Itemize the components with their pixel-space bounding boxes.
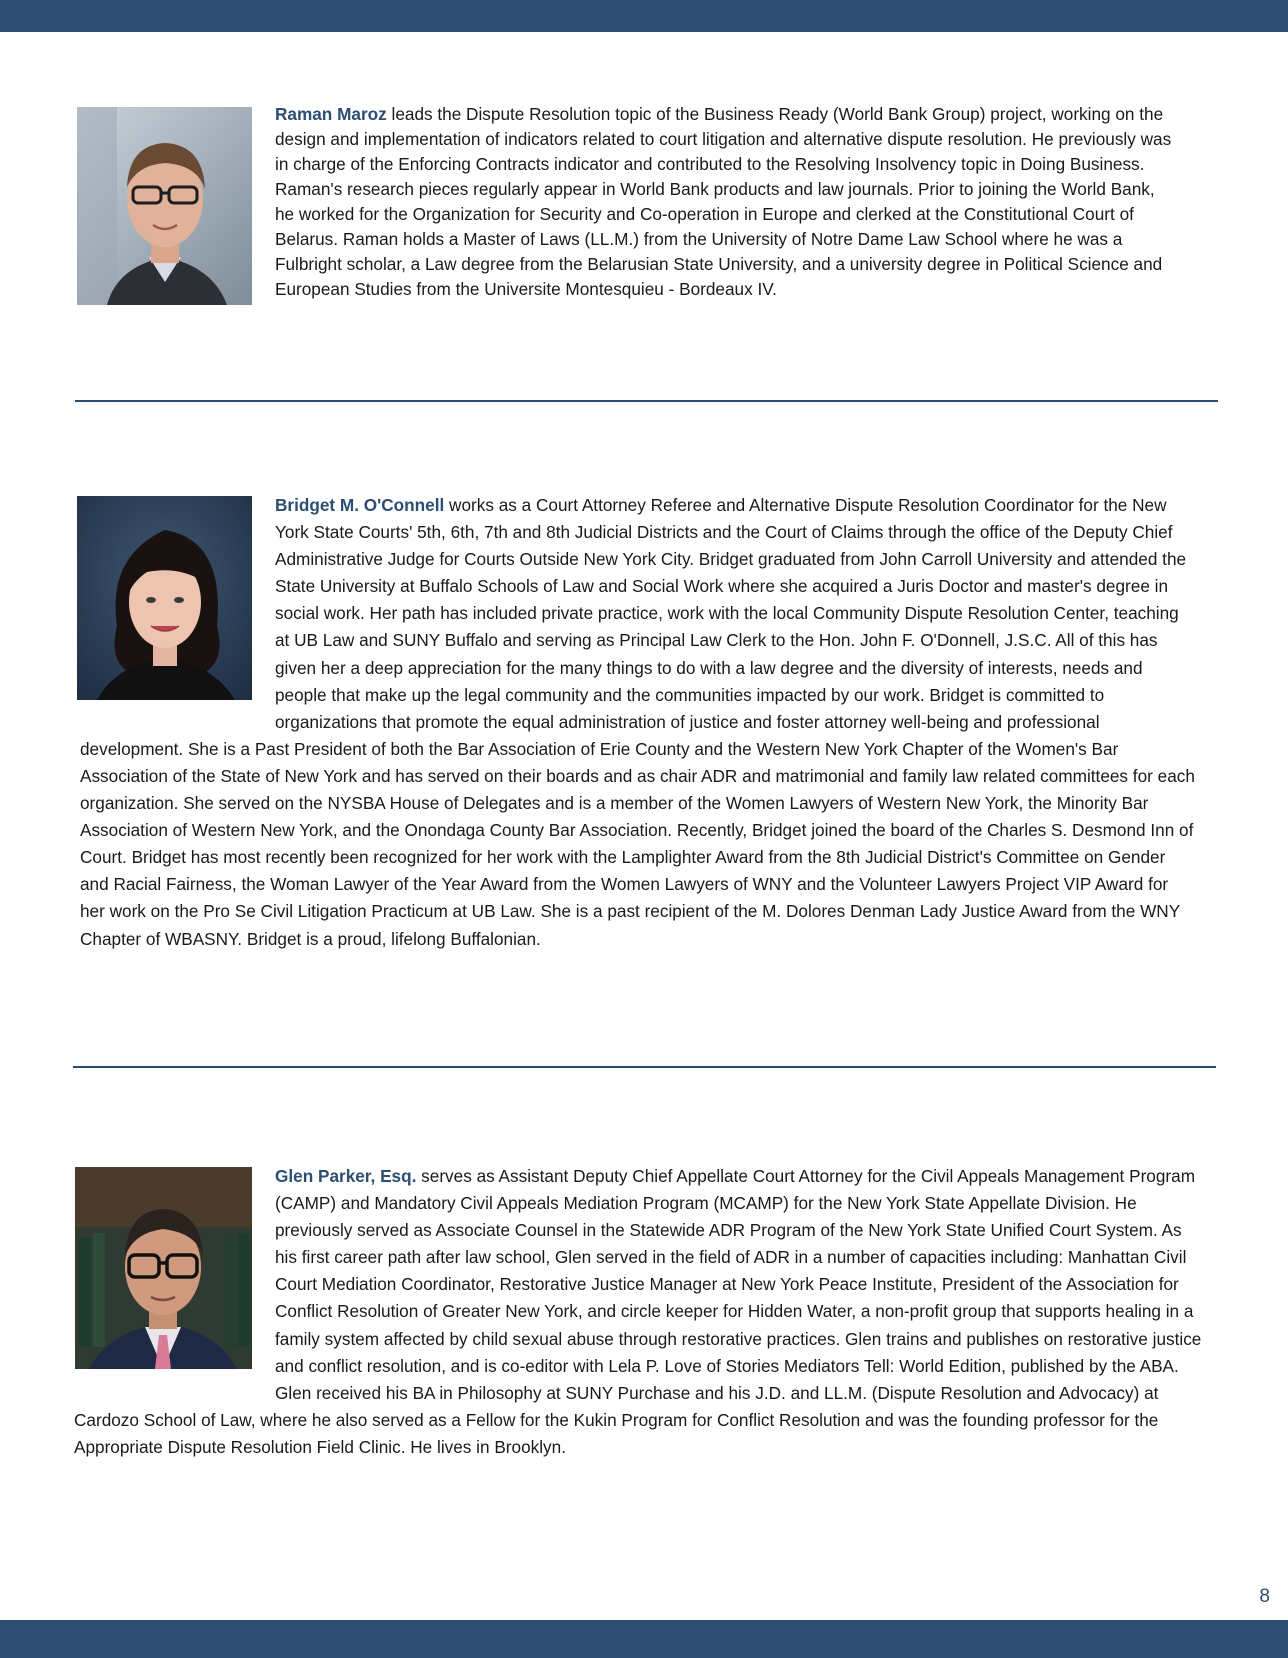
- bio-name: Bridget M. O'Connell: [275, 495, 445, 515]
- photo-raman-maroz: [77, 107, 252, 305]
- photo-wrap-spacer: [80, 492, 275, 709]
- bio-raman-maroz: [275, 102, 1175, 302]
- section-divider: [73, 1066, 1216, 1068]
- header-band: [0, 0, 1288, 32]
- photo-wrap-spacer: [74, 1163, 275, 1380]
- page-number: 8: [1259, 1586, 1270, 1607]
- bio-text: leads the Dispute Resolution topic of the Business Ready (World Bank Group) project, working on the design and implementation of indicators related to court litigation and alternative dispute resolution. He previously was in charge of the Enforcing Contracts indicator and contributed to the Resolving Insolvency topic in Doing Business. Raman's research pieces regularly appear in World Bank products and law journals. Prior to joining the World Bank, he worked for the Organization for Security and Co-operation in Europe and clerked at the Constitutional Court of Belarus. Raman holds a Master of Laws (LL.M.) from the University of Notre Dame Law School where he was a Fulbright scholar, a Law degree from the Belarusian State University, and a university degree in Political Science and European Studies from the Universite Montesquieu - Bordeaux IV.: [275, 104, 1172, 299]
- bio-text: works as a Court Attorney Referee and Alternative Dispute Resolution Coordinator for the New York State Courts' 5th, 6th, 7th and 8th Judicial Districts and the Court of Claims through the office of the Deputy Chief Administrative Judge for Courts Outside New York City. Bridget graduated from John Carroll University and attended the State University at Buffalo Schools of Law and Social Work where she acquired a Juris Doctor and master's degree in social work. Her path has included private practice, work with the local Community Dispute Resolution Center, teaching at UB Law and SUNY Buffalo and serving as Principal Law Clerk to the Hon. John F. O'Donnell, J.S.C. All of this has given her a deep appreciation for the many things to do with a law degree and the diversity of interests, needs and people that make up the legal community and the communities impacted by our work. Bridget is committed to organizations that promote the equal administration of justice and foster attorney well-being and professional development. She is a Past President of both the Bar Association of Erie County and the Western New York Chapter of the Women's Bar Association of the State of New York and has served on their boards and as chair ADR and matrimonial and family law related committees for each organization. She served on the NYSBA House of Delegates and is a member of the Women Lawyers of Western New York, the Minority Bar Association of Western New York, and the Onondaga County Bar Association. Recently, Bridget joined the board of the Charles S. Desmond Inn of Court. Bridget has most recently been recognized for her work with the Lamplighter Award from the 8th Judicial District's Committee on Gender and Racial Fairness, the Woman Lawyer of the Year Award from the Women Lawyers of WNY and the Volunteer Lawyers Project VIP Award for her work on the Pro Se Civil Litigation Practicum at UB Law. She is a past recipient of the M. Dolores Denman Lady Justice Award from the WNY Chapter of WBASNY. Bridget is a proud, lifelong Buffalonian.: [80, 495, 1195, 949]
- bio-bridget-oconnell: [80, 492, 1195, 953]
- bio-name: Glen Parker, Esq.: [275, 1166, 417, 1186]
- section-divider: [75, 400, 1218, 402]
- bio-name: Raman Maroz: [275, 104, 387, 124]
- footer-band: [0, 1620, 1288, 1658]
- bio-glen-parker: [74, 1163, 1202, 1461]
- person-portrait-icon: [77, 107, 252, 305]
- bio-text: serves as Assistant Deputy Chief Appellate Court Attorney for the Civil Appeals Management Program (CAMP) and Mandatory Civil Appeals Mediation Program (MCAMP) for the New York State Appellate Division. He previously served as Associate Counsel in the Statewide ADR Program of the New York State Unified Court System. As his first career path after law school, Glen served in the field of ADR in a number of capacities including: Manhattan Civil Court Mediation Coordinator, Restorative Justice Manager at New York Peace Institute, President of the Association for Conflict Resolution of Greater New York, and circle keeper for Hidden Water, a non-profit group that supports healing in a family system affected by child sexual abuse through restorative practices. Glen trains and publishes on restorative justice and conflict resolution, and is co-editor with Lela P. Love of Stories Mediators Tell: World Edition, published by the ABA. Glen received his BA in Philosophy at SUNY Purchase and his J.D. and LL.M. (Dispute Resolution and Advocacy) at Cardozo School of Law, where he also served as a Fellow for the Kukin Program for Conflict Resolution and was the founding professor for the Appropriate Dispute Resolution Field Clinic. He lives in Brooklyn.: [74, 1166, 1202, 1457]
